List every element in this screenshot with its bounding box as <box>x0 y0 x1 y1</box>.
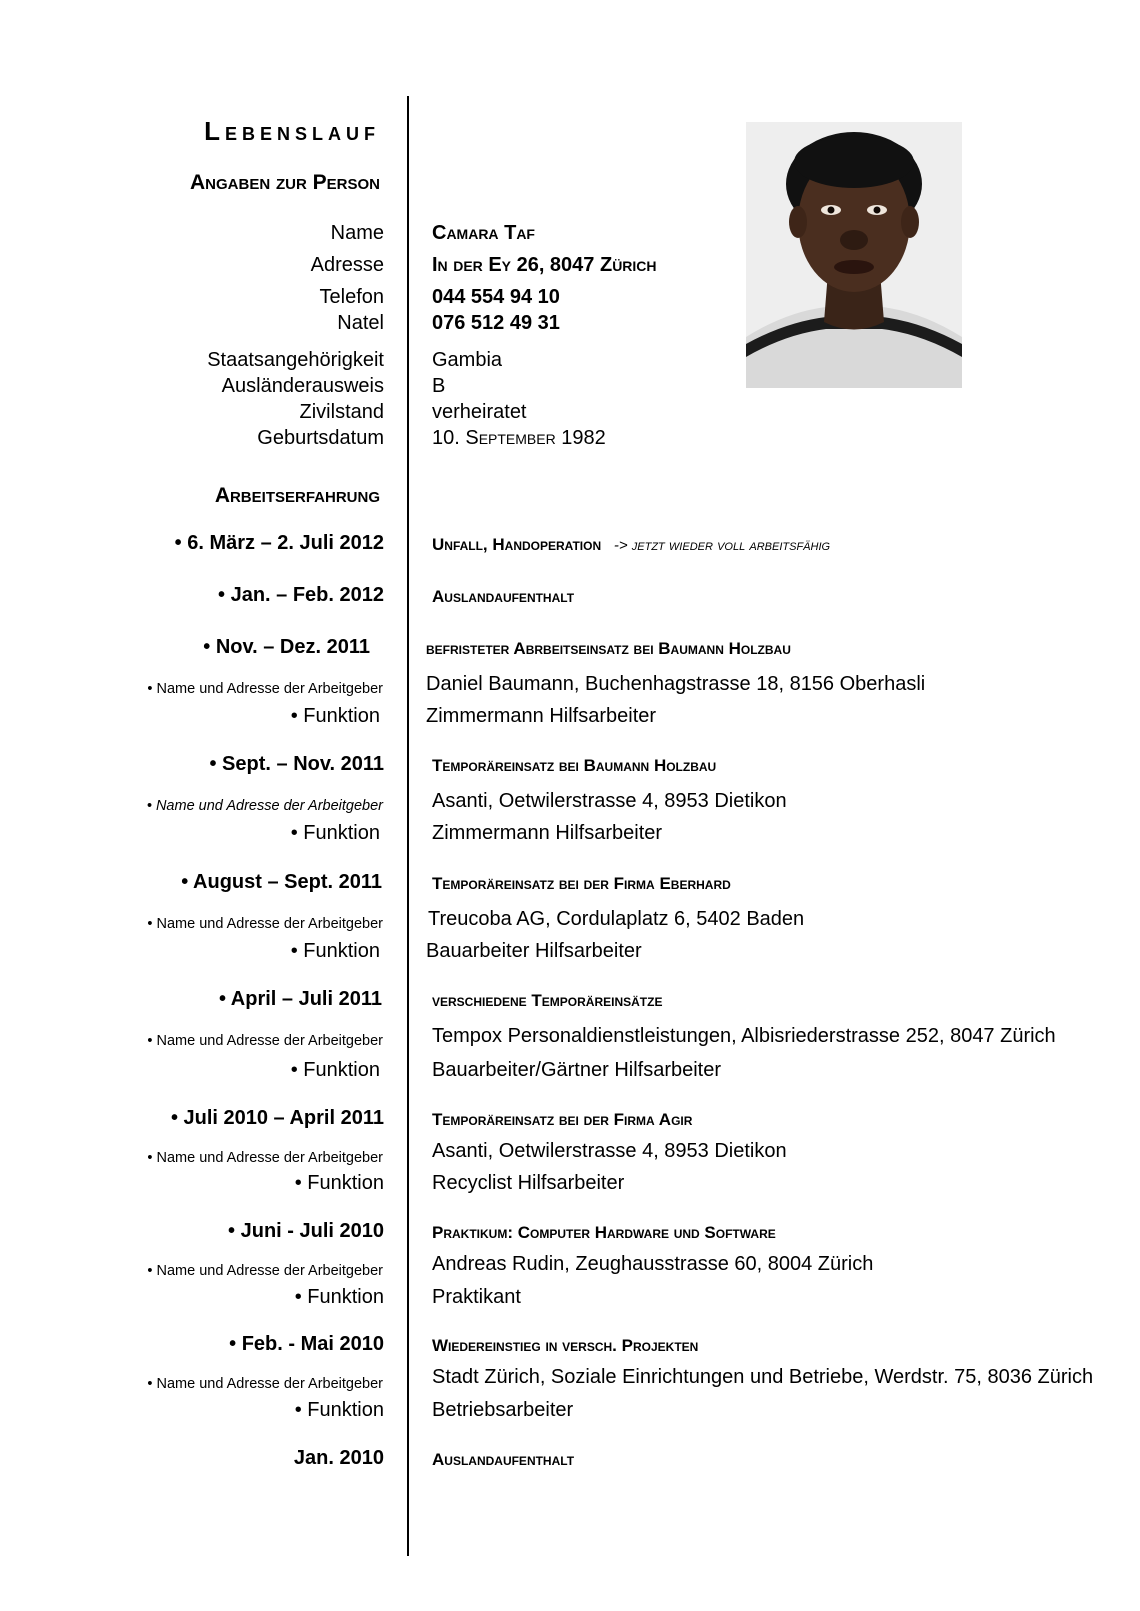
function-value: Betriebsarbeiter <box>432 1399 574 1421</box>
entry-date: Jan. 2010 <box>293 1447 384 1469</box>
entry-note: -> jetzt wieder voll arbeitsfähig <box>613 537 831 554</box>
function-value: Bauarbeiter Hilfsarbeiter <box>426 940 642 962</box>
function-label: • Funktion <box>290 940 380 962</box>
function-label: • Funktion <box>294 1172 384 1194</box>
value-name: Camara Taf <box>432 222 535 244</box>
employer-label: • Name und Adresse der Arbeitgeber <box>147 1376 383 1392</box>
entry-date: • Sept. – Nov. 2011 <box>209 753 384 775</box>
label-address: Adresse <box>310 254 384 276</box>
profile-photo <box>746 122 962 388</box>
entry-date: • Juni - Juli 2010 <box>228 1220 384 1242</box>
entry-title: Temporäreinsatz bei der Firma Agir <box>432 1110 693 1129</box>
function-value: Zimmermann Hilfsarbeiter <box>432 822 663 844</box>
function-value: Praktikant <box>432 1286 521 1308</box>
entry-title-text: Unfall, Handoperation <box>432 535 602 554</box>
entry-title: Wiedereinstieg in versch. Projekten <box>432 1336 699 1355</box>
employer-value: Tempox Personaldienstleistungen, Albisriederstrasse 252, 8047 Zürich <box>432 1025 1056 1047</box>
employer-value: Asanti, Oetwilerstrasse 4, 8953 Dietikon <box>432 790 787 812</box>
employer-value: Treucoba AG, Cordulaplatz 6, 5402 Baden <box>428 908 805 930</box>
function-label: • Funktion <box>290 1059 380 1081</box>
entry-date: • August – Sept. 2011 <box>181 871 382 893</box>
entry-title: befristeter Abrbeitseinsatz bei Baumann Holzbau <box>426 639 791 658</box>
section-heading-personal: Angaben zur Person <box>189 171 380 194</box>
function-value: Zimmermann Hilfsarbeiter <box>426 705 657 727</box>
entry-date: • Feb. - Mai 2010 <box>229 1333 384 1355</box>
employer-label: • Name und Adresse der Arbeitgeber <box>146 798 383 814</box>
entry-title: Temporäreinsatz bei Baumann Holzbau <box>432 756 717 775</box>
employer-label: • Name und Adresse der Arbeitgeber <box>147 681 383 697</box>
value-mobile: 076 512 49 31 <box>432 312 560 334</box>
entry-title: Temporäreinsatz bei der Firma Eberhard <box>432 874 731 893</box>
value-civil-status: verheiratet <box>432 401 527 423</box>
employer-value: Daniel Baumann, Buchenhagstrasse 18, 8156 Oberhasli <box>426 673 926 695</box>
entry-date: • Jan. – Feb. 2012 <box>218 584 384 606</box>
value-address: In der Ey 26, 8047 Zürich <box>432 254 657 276</box>
value-birthdate: 10. September 1982 <box>432 427 606 449</box>
entry-date: • Nov. – Dez. 2011 <box>203 636 370 658</box>
entry-title: Auslandaufenthalt <box>432 587 575 606</box>
function-label: • Funktion <box>294 1286 384 1308</box>
label-phone: Telefon <box>319 286 384 308</box>
value-nationality: Gambia <box>432 349 503 371</box>
column-divider <box>407 96 409 1556</box>
page-title: Lebenslauf <box>204 116 380 146</box>
function-value: Bauarbeiter/Gärtner Hilfsarbeiter <box>432 1059 722 1081</box>
label-mobile: Natel <box>337 312 384 334</box>
entry-date: • April – Juli 2011 <box>218 988 382 1010</box>
entry-date: • 6. März – 2. Juli 2012 <box>174 532 384 554</box>
function-label: • Funktion <box>290 822 380 844</box>
function-value: Recyclist Hilfsarbeiter <box>432 1172 625 1194</box>
employer-value: Andreas Rudin, Zeughausstrasse 60, 8004 Zürich <box>432 1253 874 1275</box>
entry-title: Auslandaufenthalt <box>432 1450 575 1469</box>
employer-value: Stadt Zürich, Soziale Einrichtungen und Betriebe, Werdstr. 75, 8036 Zürich <box>432 1366 1094 1388</box>
label-nationality: Staatsangehörigkeit <box>207 349 384 371</box>
employer-label: • Name und Adresse der Arbeitgeber <box>147 1033 383 1049</box>
label-permit: Ausländerausweis <box>221 375 384 397</box>
function-label: • Funktion <box>290 705 380 727</box>
entry-title <box>432 535 830 555</box>
section-heading-work: Arbeitserfahrung <box>214 484 380 507</box>
employer-value: Asanti, Oetwilerstrasse 4, 8953 Dietikon <box>432 1140 787 1162</box>
employer-label: • Name und Adresse der Arbeitgeber <box>147 916 383 932</box>
employer-label: • Name und Adresse der Arbeitgeber <box>147 1150 383 1166</box>
entry-date: • Juli 2010 – April 2011 <box>170 1107 384 1129</box>
value-phone: 044 554 94 10 <box>432 286 560 308</box>
entry-title: verschiedene Temporäreinsätze <box>432 991 663 1010</box>
label-name: Name <box>330 222 384 244</box>
employer-label: • Name und Adresse der Arbeitgeber <box>147 1263 383 1279</box>
value-permit: B <box>432 375 446 397</box>
label-birthdate: Geburtsdatum <box>257 427 384 449</box>
entry-title: Praktikum: Computer Hardware und Software <box>432 1223 776 1242</box>
label-civil-status: Zivilstand <box>299 401 384 423</box>
function-label: • Funktion <box>294 1399 384 1421</box>
